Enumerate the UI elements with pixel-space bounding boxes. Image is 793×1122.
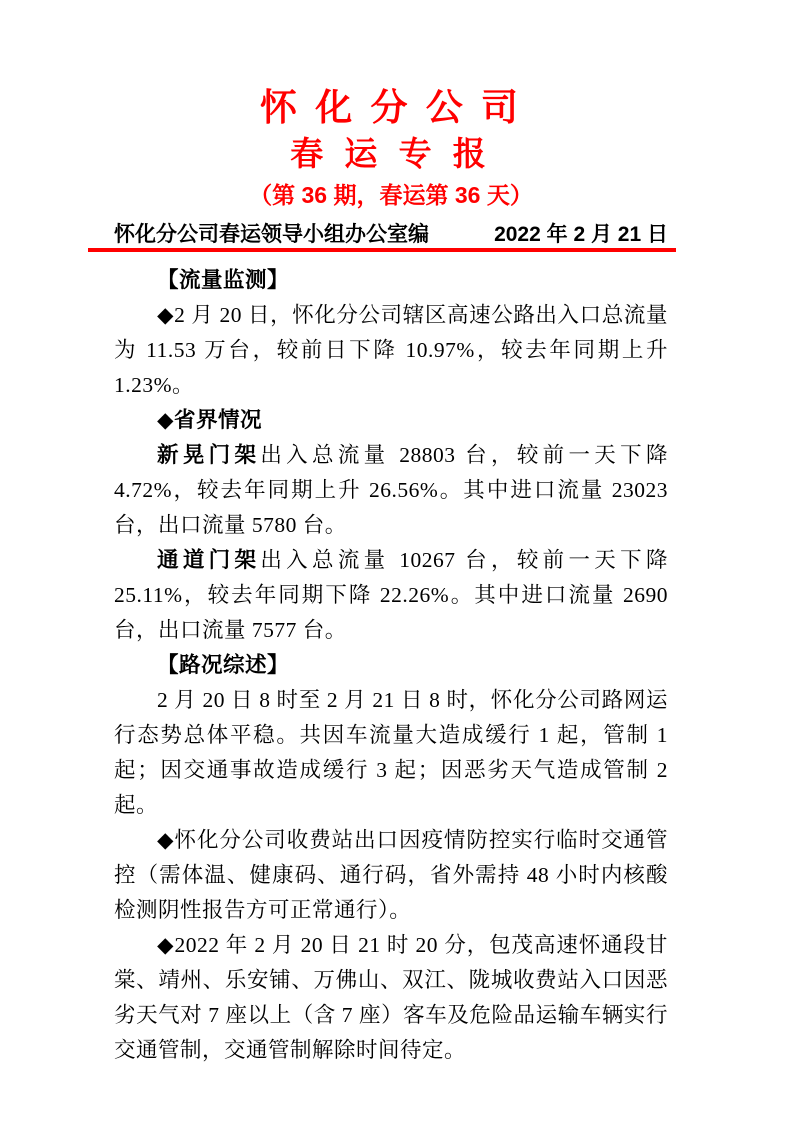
section-heading-traffic-monitor: 【流量监测】	[157, 268, 290, 292]
paragraph-epidemic-control	[114, 823, 668, 928]
byline-row	[114, 222, 668, 247]
document-header	[114, 86, 668, 252]
issue-number-line: （第 36 期，春运第 36 天）	[249, 182, 533, 208]
byline-date: 2022 年 2 月 21 日	[494, 223, 668, 246]
paragraph-text: 出入总流量 28803 台，较前一天下降 4.72%，较去年同期上升 26.56%。其中进口流量 23023 台，出口流量 5780 台。	[114, 443, 668, 537]
company-title: 怀 化 分 公 司	[259, 87, 523, 128]
paragraph-xinhuang-gantry	[114, 438, 668, 543]
document-body	[114, 263, 668, 1068]
report-title: 春 运 专 报	[290, 135, 492, 172]
paragraph-text: 2 月 20 日 8 时至 2 月 21 日 8 时，怀化分公司路网运行态势总体平稳。共因车流量大造成缓行 1 起，管制 1 起；因交通事故造成缓行 3 起；因恶劣天气造成管制 2 起。	[114, 688, 668, 817]
paragraph-lead: 通道门架	[157, 548, 261, 572]
subheading-province-border: ◆省界情况	[157, 408, 263, 432]
paragraph-weather-control	[114, 928, 668, 1068]
section-heading-road-conditions: 【路况综述】	[157, 653, 290, 677]
paragraph-tongdao-gantry	[114, 543, 668, 648]
paragraph-total-flow	[114, 298, 668, 403]
paragraph-text: ◆2 月 20 日，怀化分公司辖区高速公路出入口总流量为 11.53 万台，较前日下降 10.97%，较去年同期上升 1.23%。	[114, 303, 668, 397]
header-divider-rule	[88, 248, 676, 252]
paragraph-text: ◆2022 年 2 月 20 日 21 时 20 分，包茂高速怀通段甘棠、靖州、乐安铺、万佛山、双江、陇城收费站入口因恶劣天气对 7 座以上（含 7 座）客车及危险品运输车辆实行交通管制，交通管制解除时间待定。	[114, 933, 668, 1062]
paragraph-text: 出入总流量 10267 台，较前一天下降 25.11%，较去年同期下降 22.26%。其中进口流量 2690 台，出口流量 7577 台。	[114, 548, 668, 642]
byline-editor: 怀化分公司春运领导小组办公室编	[114, 223, 429, 246]
paragraph-network-overview	[114, 683, 668, 823]
paragraph-lead: 新晃门架	[157, 443, 261, 467]
paragraph-text: ◆怀化分公司收费站出口因疫情防控实行临时交通管控（需体温、健康码、通行码，省外需持 48 小时内核酸检测阴性报告方可正常通行）。	[114, 828, 668, 922]
